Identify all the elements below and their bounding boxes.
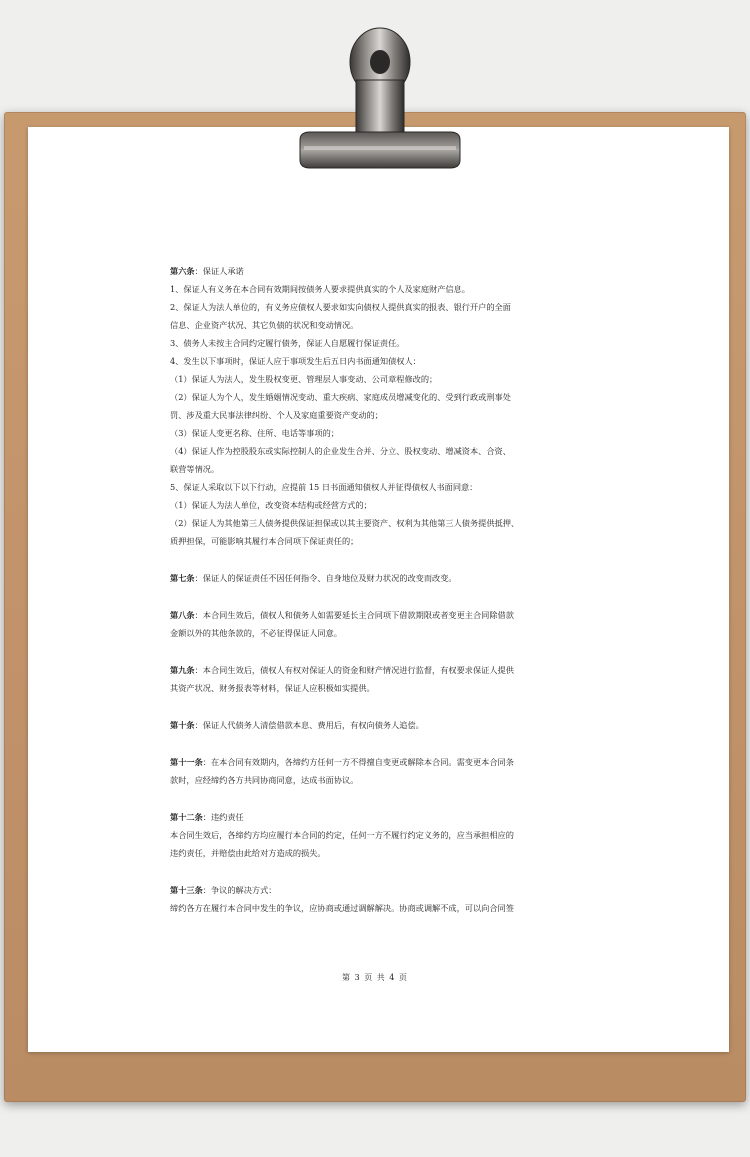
paragraph-line: （3）保证人变更名称、住所、电话等事项的； (170, 428, 339, 438)
section-6-heading: 第六条：保证人承诺 (170, 266, 244, 276)
section-8-heading: 第八条：本合同生效后，债权人和债务人如需要延长主合同项下借款期限或者变更主合同除借款 (170, 610, 514, 620)
page-number-footer: 第 3 页 共 4 页 (342, 973, 408, 982)
section-12-heading: 第十二条：违约责任 (170, 812, 244, 822)
paragraph-line: 5、保证人采取以下以下行动，应提前 15 日书面通知债权人并征得债权人书面同意： (170, 482, 478, 492)
section-11-heading: 第十一条：在本合同有效期内，各缔约方任何一方不得擅自变更或解除本合同。需变更本合同条 (170, 757, 514, 767)
section-10-heading: 第十条：保证人代债务人清偿借款本息、费用后，有权向债务人追偿。 (170, 720, 424, 730)
paragraph-line: 违约责任，并赔偿由此给对方造成的损失。 (170, 848, 326, 858)
paragraph-line: （2）保证人为其他第三人债务提供保证担保或以其主要资产、权利为其他第三人债务提供抵押、 (170, 518, 520, 528)
section-7-heading: 第七条：保证人的保证责任不因任何指令、自身地位及财力状况的改变而改变。 (170, 573, 457, 583)
paragraph-line: 金额以外的其他条款的，不必征得保证人同意。 (170, 628, 342, 638)
paragraph-line: （2）保证人为个人，发生婚姻情况变动、重大疾病、家庭成员增减变化的、受到行政或刑事处 (170, 392, 511, 402)
contract-text (170, 262, 590, 917)
paragraph-line: 2、保证人为法人单位的，有义务应债权人要求如实向债权人提供真实的报表、银行开户的全面 (170, 302, 511, 312)
paragraph-line: （1）保证人为法人，发生股权变更、管理层人事变动、公司章程修改的； (170, 374, 438, 384)
paragraph-line: 罚、涉及重大民事法律纠纷、个人及家庭重要资产变动的； (170, 410, 383, 420)
paragraph-line: 质押担保，可能影响其履行本合同项下保证责任的； (170, 536, 359, 546)
paragraph-line: 4、发生以下事项时，保证人应于事项发生后五日内书面通知债权人： (170, 356, 421, 366)
paragraph-line: （4）保证人作为控股股东或实际控制人的企业发生合并、分立、股权变动、增减资本、合资、 (170, 446, 511, 456)
paragraph-line: 3、债务人未按主合同约定履行债务，保证人自愿履行保证责任。 (170, 338, 405, 348)
paragraph-line: 款时，应经缔约各方共同协商同意，达成书面协议。 (170, 775, 359, 785)
paragraph-line: 其资产状况、财务报表等材料，保证人应积极如实提供。 (170, 683, 375, 693)
paragraph-line: （1）保证人为法人单位，改变资本结构或经营方式的； (170, 500, 372, 510)
section-9-heading: 第九条：本合同生效后，债权人有权对保证人的资金和财产情况进行监督，有权要求保证人提供 (170, 665, 514, 675)
section-13-heading: 第十三条：争议的解决方式： (170, 885, 277, 895)
paragraph-line: 联营等情况。 (170, 464, 220, 474)
paragraph-line: 1、保证人有义务在本合同有效期间按债务人要求提供真实的个人及家庭财产信息。 (170, 284, 470, 294)
binder-clip-icon (296, 22, 466, 172)
paragraph-line: 信息、企业资产状况、其它负债的状况和变动情况。 (170, 320, 359, 330)
paragraph-line: 本合同生效后，各缔约方均应履行本合同的约定，任何一方不履行约定义务的，应当承担相应的 (170, 830, 514, 840)
paragraph-line: 缔约各方在履行本合同中发生的争议，应协商或通过调解解决。协商或调解不成，可以向合同签 (170, 903, 514, 913)
